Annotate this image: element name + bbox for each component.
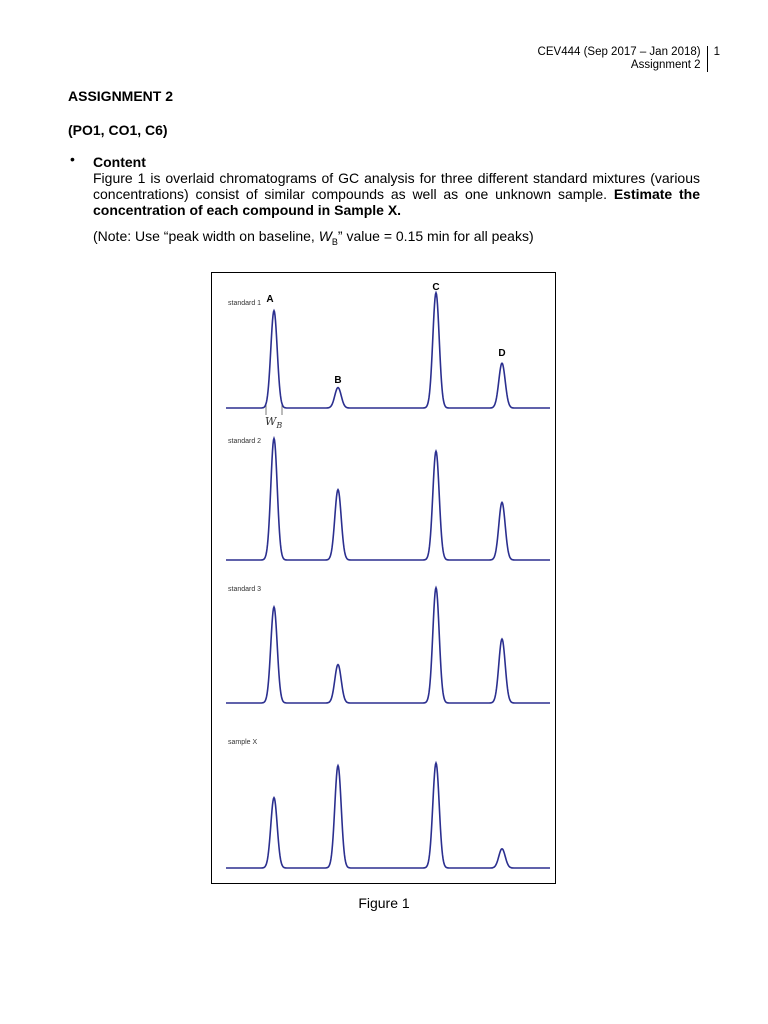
outcome-codes: (PO1, CO1, C6) — [68, 122, 168, 138]
peak-label-c: C — [432, 282, 440, 293]
trace-line-2 — [226, 438, 550, 560]
content-task: Estimate the concentration of each compound in Sample X. — [93, 186, 700, 218]
assignment-title: ASSIGNMENT 2 — [68, 88, 174, 104]
trace-label-2: standard 2 — [228, 438, 262, 445]
note-subscript: B — [331, 236, 338, 247]
trace-label-3: standard 3 — [228, 586, 262, 593]
peak-label-b: B — [334, 375, 342, 386]
page-header — [538, 46, 720, 72]
note-pre: (Note: Use “peak width on baseline, — [93, 228, 319, 244]
note-variable: W — [318, 228, 332, 244]
peak-label-a: A — [266, 294, 274, 305]
bullet-icon: • — [70, 151, 75, 167]
peak-label-d: D — [498, 348, 506, 359]
content-heading: Content — [93, 154, 146, 170]
note — [93, 228, 534, 247]
header-course: CEV444 (Sep 2017 – Jan 2018) — [537, 46, 701, 58]
chromatogram-plot — [212, 273, 557, 885]
content-paragraph — [93, 170, 700, 218]
header-doc: Assignment 2 — [630, 59, 701, 71]
content-text: Figure 1 is overlaid chromatograms of GC analysis for three different standard mixtures (various concentrations) consist of similar compounds as well as one unknown sample. — [93, 170, 700, 202]
width-label: $W_B$ — [265, 415, 283, 430]
note-post: ” value = 0.15 min for all peaks) — [337, 228, 534, 244]
header-left — [538, 46, 707, 72]
trace-label-1: standard 1 — [228, 300, 262, 307]
trace-label-4: sample X — [228, 739, 258, 746]
trace-line-4 — [226, 763, 550, 868]
figure-caption: Figure 1 — [358, 895, 410, 911]
figure-1 — [211, 272, 556, 884]
page-number: 1 — [713, 46, 720, 58]
trace-line-3 — [226, 588, 550, 703]
